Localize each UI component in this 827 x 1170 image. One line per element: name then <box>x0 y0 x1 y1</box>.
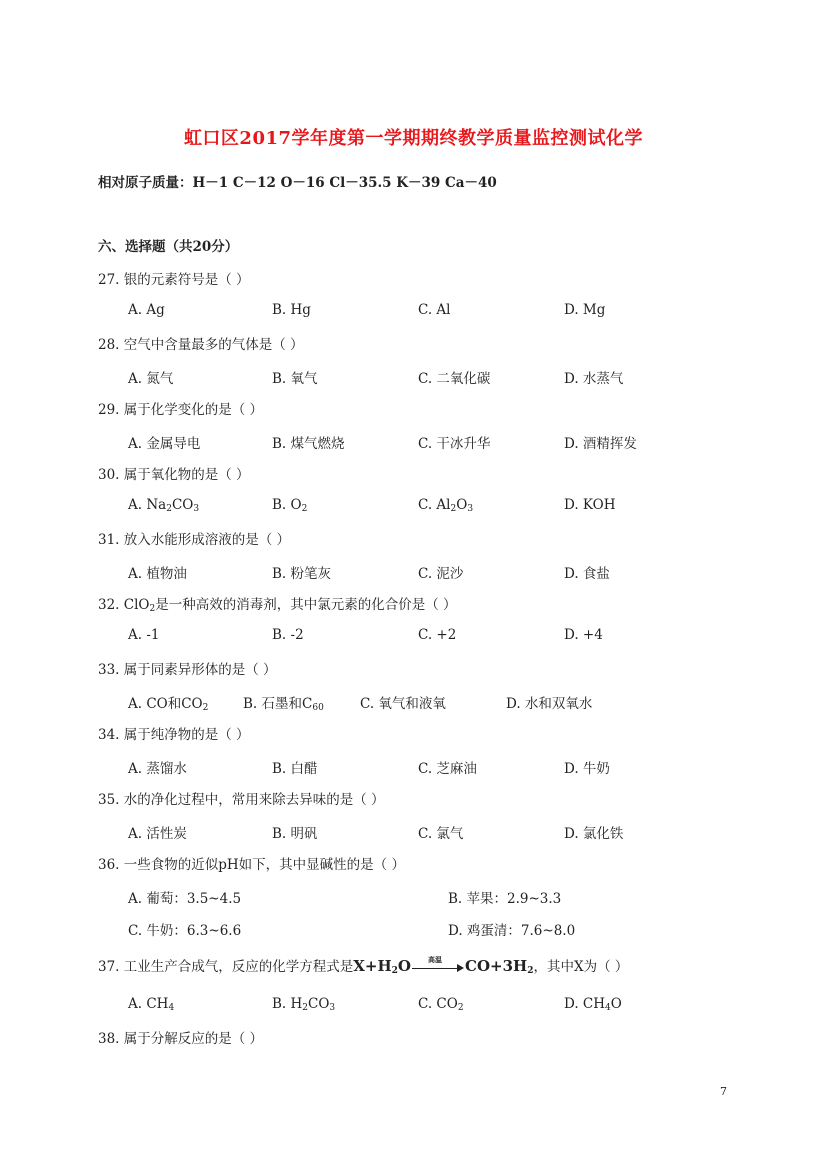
question-33: 33. 属于同素异形体的是（ ） <box>98 662 277 678</box>
q27-option-d: D. Mg <box>564 302 606 318</box>
q34-option-c: C. 芝麻油 <box>418 761 477 777</box>
q37-option-a: A. $CH_4$ <box>128 996 175 1013</box>
q33-option-c: C. 氧气和液氧 <box>360 696 446 712</box>
q35-option-a: A. 活性炭 <box>128 826 187 842</box>
q35-option-d: D. 氯化铁 <box>564 826 624 842</box>
question-34: 34. 属于纯净物的是（ ） <box>98 727 250 743</box>
q31-option-a: A. 植物油 <box>128 566 187 582</box>
section-heading: 六、选择题（共20分） <box>98 239 239 255</box>
q30-option-a: A. $Na_2CO_3$ <box>128 497 200 514</box>
q35-option-c: C. 氯气 <box>418 826 464 842</box>
q28-option-c: C. 二氧化碳 <box>418 371 491 387</box>
q36-option-c: C. 牛奶：6.3~6.6 <box>128 923 242 939</box>
question-27: 27. 银的元素符号是（ ） <box>98 272 250 288</box>
q28-option-a: A. 氮气 <box>128 371 174 387</box>
q30-option-b: B. $O_2$ <box>272 497 308 514</box>
reaction-arrow-icon: 高温 <box>412 961 464 973</box>
q36-option-d: D. 鸡蛋清：7.6~8.0 <box>448 923 576 939</box>
q37-option-b: B. $H_2CO_3$ <box>272 996 336 1013</box>
chemical-equation: $X+H_2O$ 高温 $CO+3H_2$ <box>353 955 534 976</box>
q31-option-d: D. 食盐 <box>564 566 610 582</box>
question-32: 32. ClO$_2$是一种高效的消毒剂，其中氯元素的化合价是（ ） <box>98 597 457 614</box>
q30-option-d: D. KOH <box>564 497 616 513</box>
q34-option-a: A. 蒸馏水 <box>128 761 187 777</box>
q37-option-d: D. $CH_4O$ <box>564 996 622 1013</box>
question-31: 31. 放入水能形成溶液的是（ ） <box>98 532 291 548</box>
q33-option-a: A. CO和$CO_2$ <box>128 696 209 713</box>
q28-option-b: B. 氧气 <box>272 371 318 387</box>
question-29: 29. 属于化学变化的是（ ） <box>98 402 264 418</box>
q32-option-a: A. -1 <box>128 627 160 643</box>
q29-option-b: B. 煤气燃烧 <box>272 436 345 452</box>
q29-option-d: D. 酒精挥发 <box>564 436 637 452</box>
q29-option-a: A. 金属导电 <box>128 436 201 452</box>
q31-option-c: C. 泥沙 <box>418 566 464 582</box>
q34-option-b: B. 白醋 <box>272 761 318 777</box>
question-35: 35. 水的净化过程中，常用来除去异味的是（ ） <box>98 792 385 808</box>
page-title: 虹口区2017学年度第一学期期终教学质量监控测试化学 <box>183 128 644 149</box>
q32-option-c: C. +2 <box>418 627 457 643</box>
q27-option-b: B. Hg <box>272 302 311 318</box>
q34-option-d: D. 牛奶 <box>564 761 610 777</box>
q35-option-b: B. 明矾 <box>272 826 318 842</box>
q33-option-d: D. 水和双氧水 <box>506 696 593 712</box>
q33-option-b: B. 石墨和$C_{60}$ <box>243 696 324 713</box>
q36-option-a: A. 葡萄：3.5~4.5 <box>128 891 242 907</box>
question-30: 30. 属于氧化物的是（ ） <box>98 467 250 483</box>
q32-option-b: B. -2 <box>272 627 304 643</box>
question-38: 38. 属于分解反应的是（ ） <box>98 1031 264 1047</box>
q36-option-b: B. 苹果：2.9~3.3 <box>448 891 562 907</box>
q27-option-a: A. Ag <box>128 302 165 318</box>
q31-option-b: B. 粉笔灰 <box>272 566 332 582</box>
q28-option-d: D. 水蒸气 <box>564 371 624 387</box>
page-number: 7 <box>720 1085 727 1098</box>
q30-option-c: C. $Al_2O_3$ <box>418 497 474 514</box>
atomic-masses: 相对原子质量：H－1 C－12 O－16 Cl－35.5 K－39 Ca－40 <box>98 175 497 191</box>
q27-option-c: C. Al <box>418 302 451 318</box>
question-36: 36. 一些食物的近似pH如下，其中显碱性的是（ ） <box>98 857 405 873</box>
question-37: 37. 工业生产合成气，反应的化学方程式是$X+H_2O$ 高温 $CO+3H_2$，其中X为（ ） <box>98 955 629 976</box>
q29-option-c: C. 干冰升华 <box>418 436 491 452</box>
question-28: 28. 空气中含量最多的气体是（ ） <box>98 337 304 353</box>
q37-option-c: C. $CO_2$ <box>418 996 464 1013</box>
q32-option-d: D. +4 <box>564 627 603 643</box>
